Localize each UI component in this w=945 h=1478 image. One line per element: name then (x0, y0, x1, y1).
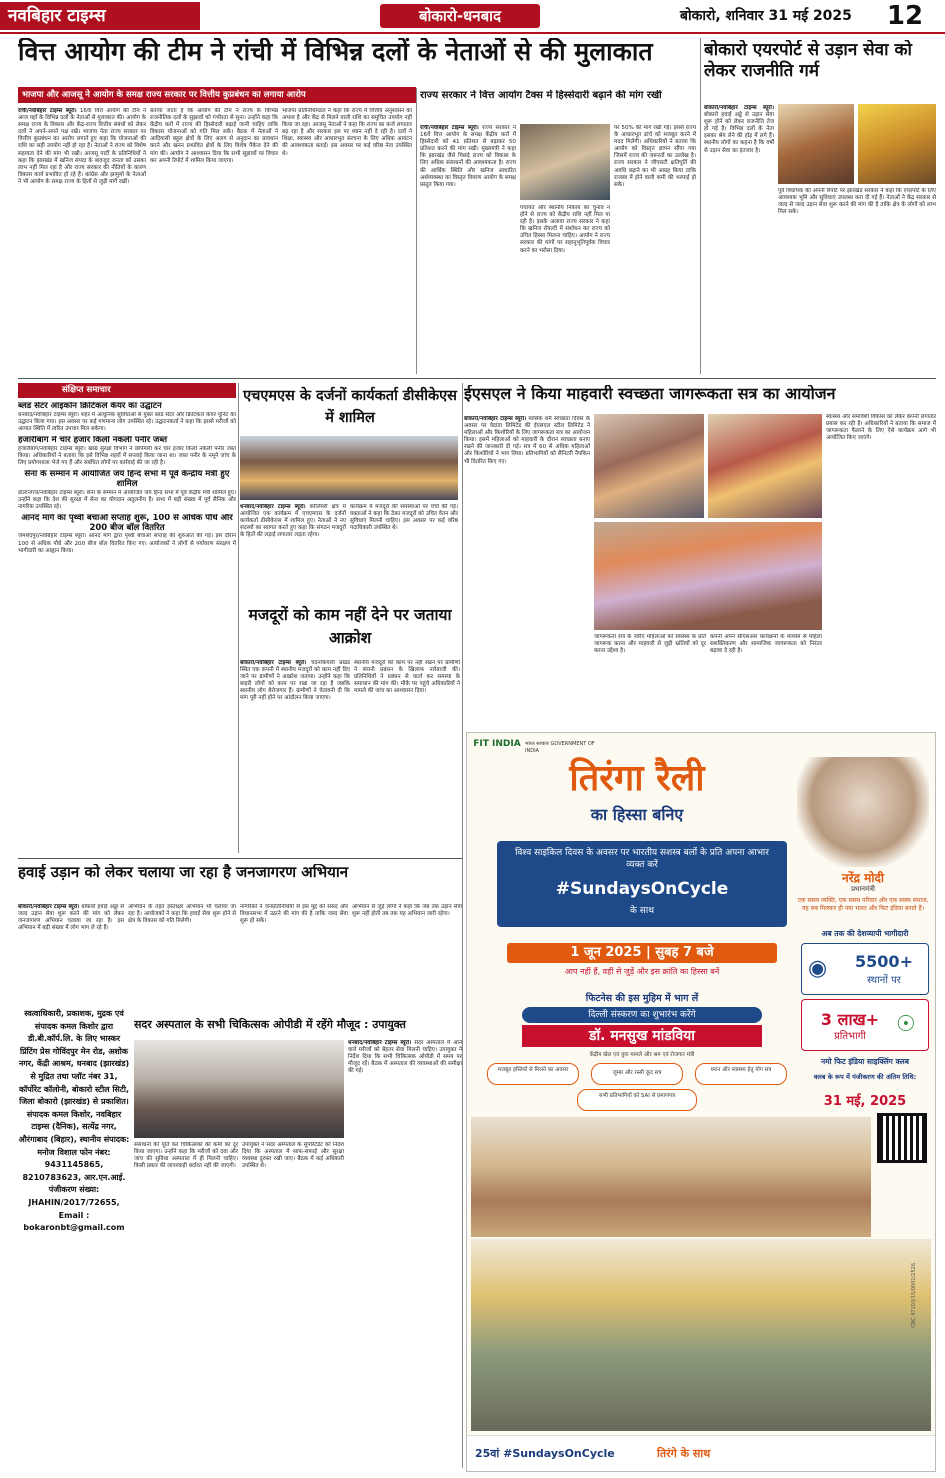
story5-headline: ईएसएल ने किया माहवारी स्वच्छता जागरूकता सत्र का आयोजन (464, 385, 836, 403)
paper-name: नवबिहार टाइम्स (0, 2, 200, 30)
minister-name: डॉ. मनसुख मांडविया (522, 1025, 762, 1047)
story2-headline: राज्य सरकार ने वित्त आयोग टैक्स में हिस्सेदारी बढ़ाने की मांग रखी (420, 90, 662, 101)
story6-col1: बोकारो/नवबिहार टाइम्स ब्यूरो। चंदनकियारी प्रखंड स्थित एक कंपनी में स्थानीय मजदूरों को काम नहीं दिए जाने पर ग्रामीणों ने आक्रोश जताया। उन्होंने कहा कि बाहरी लोगों को काम पर रखा जा रहा है जबकि स्थानीय लोग बेरोजगार हैं। ग्रामीणों ने चेतावनी दी कि मांग पूरी नहीं होने पर आंदोलन किया जाएगा। (240, 660, 350, 702)
stats-label: अब तक की देशव्यापी भागीदारी (821, 929, 909, 938)
brief-4-headline: आनंद मार्ग का पृथ्वी बचाओ सप्ताह शुरू, 100 से अधिक पौधे और 200 बीज बॉल वितरित (21, 513, 233, 533)
story8-col1: धनबाद/नवबिहार टाइम्स ब्यूरो। सदर अस्पताल में आने वाले मरीजों को बेहतर सेवा मिलनी चाहिए। उपायुक्त ने निर्देश दिया कि सभी चिकित्सक ओपीडी में समय पर मौजूद रहें। बैठक में अस्पताल की व्यवस्थाओं की समीक्षा की गई। (348, 1040, 462, 1075)
story8-col3: उपायुक्त ने सदर अस्पताल के सुपरिटेंडेंट को निर्देश दिया कि अस्पताल में साफ-सफाई और सुरक्षा व्यवस्था दुरुस्त रखी जाए। बैठक में कई अधिकारी उपस्थित थे। (242, 1142, 344, 1170)
story7-col1: बोकारो/नवबिहार टाइम्स ब्यूरो। बोकारो हवाई अड्डा से जल्द उड़ान सेवा शुरू करने की मांग को लेकर जनजागरण अभियान चलाया जा रहा है। इस अभियान में बड़ी संख्या में लोग भाग ले रहे हैं। (18, 904, 124, 932)
pill-2: जुम्बा और रस्सी कूद सत्र (591, 1063, 683, 1085)
brief-3-headline: सेना के सम्मान में आयोजित जय हिन्द सभा में पूर्व केन्द्रीय मंत्री हुए शामिल (24, 470, 230, 489)
story5-col4: कंपनी अपने सीएसआर कार्यक्रमों के माध्यम से महिला सशक्तिकरण और सामाजिक जागरूकता को निरंतर बढ़ावा दे रही है। (710, 634, 822, 655)
stat2-value: 3 लाख+ (820, 1010, 880, 1029)
story3-photo-2 (858, 104, 936, 184)
masthead-rule (0, 32, 945, 34)
story2-photo (520, 124, 610, 200)
banner-text: विश्व साइकिल दिवस के अवसर पर भारतीय सशस्त्र बलों के प्रति अपना आभार व्यक्त करें (515, 848, 769, 870)
story2-col-right: पर 50% की मांग रखी गई। इससे राज्य के आधारभूत ढांचे को मजबूत करने में मदद मिलेगी। अधिकारियों ने बताया कि आयोग को विस्तृत ज्ञापन सौंपा गया जिसमें राज्य की जरूरतों का उल्लेख है। राज्य सरकार ने जीएसटी क्षतिपूर्ति की अवधि बढ़ाने का भी आग्रह किया ताकि राजस्व में होने वाली कमी की भरपाई हो सके। (614, 125, 696, 188)
banner-box (497, 841, 787, 927)
gov-emblem-label: भारत सरकार GOVERNMENT OF INDIA (525, 741, 595, 754)
story7-headline: हवाई उड़ान को लेकर चलाया जा रहा है जनजागरण अभियान (18, 864, 349, 881)
col-rule-3 (700, 38, 701, 374)
brief-1-text: धनबाद/नवबिहार टाइम्स ब्यूरो। शहर में आधुनिक सुविधाओं से युक्त ब्लड सेंटर और क्रिटिकल केयर यूनिट का उद्घाटन किया गया। इस अवसर पर कई गणमान्य लोग उपस्थित रहे। उद्घाटनकर्ता ने कहा कि इससे मरीजों को आपात स्थिति में त्वरित उपचार मिल सकेगा। (18, 411, 236, 432)
pill-4: सभी प्रतिभागियों को SAI से प्रमाणपत्र (577, 1089, 697, 1111)
story3-headline: बोकारो एयरपोर्ट से उड़ान सेवा को लेकर राजनीति गर्म (704, 40, 912, 81)
story7-col2: अभियान के तहत हस्ताक्षर अभियान भी चलाया जा रहा है। आयोजकों ने कहा कि हवाई सेवा शुरू होने से क्षेत्र के विकास को गति मिलेगी। (128, 904, 236, 925)
story5-photo-1 (594, 414, 704, 518)
event-date: 1 जून 2025 | सुबह 7 बजे (507, 943, 777, 963)
reg-date: 31 मई, 2025 (823, 1094, 907, 1109)
movement-text: फिटनेस की इस मुहिम में भाग लें (585, 993, 699, 1004)
col-rule-4 (416, 88, 417, 374)
story6-col2: स्थानीय मजदूरों को काम पर नहीं रखने पर ग्रामीणों ने कंपनी प्रबंधन के खिलाफ नारेबाजी की। प्रतिनिधियों ने प्रबंधन से वार्ता कर समस्या के समाधान की मांग की। मौके पर पहुंचे अधिकारियों ने मामले की जांच का आश्वासन दिया। (354, 660, 460, 695)
reg-label: क्लब के रूप में पंजीकरण की अंतिम तिथि: (813, 1073, 917, 1081)
divider-mid (18, 858, 462, 859)
cyclists-image (471, 1239, 931, 1431)
banner-hashtag: #SundaysOnCycle (555, 879, 729, 899)
pm-quote: एक स्वस्थ व्यक्ति, एक स्वस्थ परिवार और एक स्वस्थ समाज, यह सब मिलकर ही नया भारत और फिट इंडिया बनाते हैं। (797, 897, 929, 912)
story8-headline: सदर अस्पताल के सभी चिकित्सक ओपीडी में रहेंगे मौजूद : उपायुक्त (134, 1018, 406, 1031)
brief-3-text: डाल्टनगंज/नवबिहार टाइम्स ब्यूरो। सेना के सम्मान में आयोजित जय हिन्द सभा में पूर्व केंद्रीय मंत्री शामिल हुए। उन्होंने कहा कि देश की सुरक्षा में सेना का योगदान अतुलनीय है। सभा में बड़ी संख्या में पूर्व सैनिक और नागरिक उपस्थित रहे। (18, 489, 236, 510)
minister-role: केंद्रीय खेल एवं युवा मामले और श्रम एवं रोजगार मंत्री (589, 1052, 695, 1058)
landmarks-image (471, 1117, 871, 1237)
pill-1: मजबूत हस्तियों से मिलने का अवसर (487, 1063, 579, 1085)
story5-col3: जागरूकता सत्र के जरिए महिलाओं को स्वास्थ्य के प्रति जागरूक करना और माहवारी से जुड़ी भ्रांतियों को दूर करना उद्देश्य है। (594, 634, 706, 655)
page-number: 12 (886, 1, 924, 31)
qr-code (877, 1113, 927, 1163)
advert-code: CBC 47103/15/0001/2526 (911, 1263, 917, 1328)
story1-col2: बताया जाता है कि आयोग की टीम ने राज्य के विभिन्न राजनीतिक दलों के सुझावों को गंभीरता से सुना। उन्होंने कहा कि केंद्रीय करों में राज्य की हिस्सेदारी बढ़ाई जानी चाहिए ताकि विकास योजनाओं को गति मिल सके। बैठक में नेताओं ने आदिवासी बहुल क्षेत्रों के लिए अलग से अनुदान का प्रावधान करने और खनन प्रभावित क्षेत्रों के लिए विशेष पैकेज देने की मांग की। आयोग ने आश्वासन दिया कि सभी सुझावों पर विचार कर अपनी रिपोर्ट में शामिल किया जाएगा। (150, 108, 278, 164)
story2-col-left: रांची/नवबिहार टाइम्स ब्यूरो। राज्य सरकार ने 16वें वित्त आयोग के समक्ष केंद्रीय करों में हिस्सेदारी को 41 प्रतिशत से बढ़ाकर 50 प्रतिशत करने की मांग रखी। मुख्यमंत्री ने कहा कि झारखंड जैसे पिछड़े राज्य को विकास के लिए अधिक संसाधनों की आवश्यकता है। राज्य की आर्थिक स्थिति और खनिज आधारित अर्थव्यवस्था का विस्तृत विवरण आयोग के समक्ष प्रस्तुत किया गया। (420, 125, 516, 188)
join-text: आप नहीं हैं, वहीं से जुड़ें और इस क्रांति का हिस्सा बनें (564, 967, 720, 976)
col-rule-1 (238, 383, 239, 853)
banner-with: के साथ (630, 906, 654, 916)
pill-3: ध्यान और स्वास्थ्य हेतु योग सत्र (695, 1063, 787, 1085)
pm-role: प्रधानमंत्री (851, 885, 875, 893)
story3-photo-1 (778, 104, 854, 184)
imprint: स्वत्वाधिकारी, प्रकाशक, मुद्रक एवं संपादक कमल किशोर द्वारा डी.बी.कॉर्प.लि. के लिए भास्कर प्रिंटिंग प्रेस गोविंदपुर मेन रोड, अशोक नगर, केंद्री आश्रम, धनबाद (झारखंड) से मुद्रित तथा प्लॉट नंबर 31, कॉर्पोरेट कॉलोनी, बोकारो स्टील सिटी, जिला बोकारो (झारखंड) से प्रकाशित। संपादक कमल किशोर, नवबिहार टाइम्स (दैनिक), सत्येंद्र नगर, औरंगाबाद (बिहार), स्थानीय संपादक: मनोज विशाल फोन नंबर: 9431145865, 8210783623, आर.एन.आई. पंजीकरण संख्या: JHAHIN/2017/72655, Email : bokaronbt@gmail.com (18, 1009, 130, 1233)
stat1-label: स्थानों पर (867, 975, 901, 986)
story5-photo-2 (708, 414, 822, 518)
stat1-value: 5500+ (855, 952, 913, 971)
launch-text: दिल्ली संस्करण का शुभारंभ करेंगे (522, 1007, 762, 1023)
club-name: नमो फिट इंडिया साइक्लिंग क्लब (821, 1057, 909, 1066)
story4-photo (240, 436, 458, 500)
story7-col4: अभियान से जुड़े लोगों ने कहा कि जब तक उड़ान सेवा शुरू नहीं होती तब तक यह अभियान जारी रहेगा। (352, 904, 462, 918)
divider-top (18, 378, 936, 379)
location-pin-icon: ◉ (808, 956, 828, 981)
story5-photo-3 (594, 522, 822, 630)
story1-headline: वित्त आयोग की टीम ने रांची में विभिन्न दलों के नेताओं से की मुलाकात (18, 38, 653, 66)
story5-col1: बोकारो/नवबिहार टाइम्स ब्यूरो। मासिक धर्म स्वच्छता दिवस के अवसर पर वेदांता लिमिटेड की ईएसएल स्टील लिमिटेड ने महिलाओं और किशोरियों के लिए जागरूकता सत्र का आयोजन किया। इसमें महिलाओं को माहवारी के दौरान स्वच्छता बनाए रखने की जानकारी दी गई। सत्र में 60 से अधिक महिलाओं और किशोरियों ने भाग लिया। प्रतिभागियों को सैनिटरी नैपकिन भी वितरित किए गए। (464, 416, 590, 465)
story4-col1: धनबाद/नवबिहार टाइम्स ब्यूरो। कोलियरी क्षेत्र में आयोजित एक कार्यक्रम में एचएमएस के दर्जनों कार्यकर्ता डीसीकेएस में शामिल हुए। नेताओं ने नए सदस्यों का स्वागत करते हुए कहा कि संगठन मजदूरों के हितों की लड़ाई लगातार लड़ता रहेगा। (240, 504, 346, 539)
story3-col2: पूर्व विधायक की अपनी रिपोर्ट पर झारखंड सरकार ने कहा कि एयरपोर्ट के लिए आवश्यक भूमि और सुविधाएं उपलब्ध करा दी गई हैं। नेताओं ने केंद्र सरकार से जल्द से जल्द उड़ान सेवा शुरू करने की मांग की है ताकि क्षेत्र के लोगों को लाभ मिल सके। (778, 188, 936, 216)
masthead (0, 0, 945, 33)
brief-1-headline: ब्लड सेंटर आइकॉन क्रिटिकल केयर का उद्घाटन (18, 402, 162, 411)
story6-headline: मजदूरों को काम नहीं देने पर जताया आक्रोश (248, 606, 452, 647)
col-rule-2 (462, 383, 463, 1468)
edition-name: बोकारो-धनबाद (380, 4, 540, 28)
brief-2-headline: हजारीबाग में चार हजार किलो नकली पनीर जब्त (18, 436, 168, 446)
stat-participants (801, 999, 929, 1051)
brief-4-text: जमशेदपुर/नवबिहार टाइम्स ब्यूरो। आनंद मार्ग द्वारा पृथ्वी बचाओ सप्ताह की शुरुआत की गई। इस दौरान 100 से अधिक पौधे और 200 बीज बॉल वितरित किए गए। आयोजकों ने लोगों से पर्यावरण संरक्षण में भागीदारी का आह्वान किया। (18, 533, 236, 554)
story1-col1: रांची/नवबिहार टाइम्स ब्यूरो। 16वां वित्त आयोग की टीम ने आज यहाँ के विभिन्न दलों के नेताओं से मुलाकात की। आयोग के समक्ष राज्य के विकास और केंद्र-राज्य वित्तीय संबंधों को लेकर दलों ने अपने-अपने पक्ष रखे। भाजपा नेता राज्य सरकार पर वित्तीय कुप्रबंधन का आरोप लगाते हुए कहा कि योजनाओं की राशि का सही उपयोग नहीं हो रहा है। नेताओं ने राज्य को विशेष सहायता देने की मांग भी रखी। आजसू पार्टी के प्रतिनिधियों ने कहा कि झारखंड में खनिज संपदा के बावजूद जनता को उसका लाभ नहीं मिल रहा है और राज्य सरकार की नीतियों के कारण विकास कार्य प्रभावित हो रहे हैं। कांग्रेस और झामुमो के नेताओं ने भी आयोग के समक्ष राज्य के हितों से जुड़ी मांगें रखीं। (18, 108, 146, 185)
story4-col2: कार्यक्रम में मजदूरों की समस्याओं पर चर्चा की गई। वक्ताओं ने कहा कि ठेका मजदूरों को उचित वेतन और सुविधाएं मिलनी चाहिए। इस अवसर पर कई वरिष्ठ पदाधिकारी उपस्थित थे। (350, 504, 458, 532)
cyclist-icon: ☉ (896, 1012, 916, 1037)
story1-strap: भाजपा और आजसू ने आयोग के समक्ष राज्य सरकार पर वित्तीय कुप्रबंधन का लगाया आरोप (18, 87, 416, 103)
story4-headline: एचएमएस के दर्जनों कार्यकर्ता डीसीकेएस में शामिल (243, 388, 457, 426)
pm-photo (797, 757, 929, 867)
story5-col2: स्वास्थ्य और समावेशी विकास को लेकर कंपनी लगातार प्रयास कर रही है। अधिकारियों ने बताया कि समाज में जागरूकता फैलाने के लिए ऐसे कार्यक्रम आगे भी आयोजित किए जाएंगे। (826, 414, 936, 442)
brief-column (18, 402, 236, 594)
fit-india-advert (466, 732, 936, 1472)
footer-hashtag: 25वां #SundaysOnCycle (475, 1447, 615, 1460)
story2-col-mid: पंचायत और स्थानीय निकाय का चुनाव न होने से राज्य को केंद्रीय राशि नहीं मिल पा रही है। इसके अलावा राज्य सरकार ने कहा कि खनिज रॉयल्टी में संशोधन कर राज्य को उचित हिस्सा मिलना चाहिए। आयोग ने राज्य सरकार की मांगों पर सहानुभूतिपूर्वक विचार करने का भरोसा दिया। (520, 205, 610, 254)
story1-col3: भाजपा प्रतिनिधिमंडल ने कहा कि राज्य में वित्तीय अनुशासन का अभाव है और केंद्र से मिलने वाली राशि का समुचित उपयोग नहीं किया जा रहा। आजसू नेताओं ने कहा कि राज्य का कर्ज लगातार बढ़ रहा है और सरकार इस पर ध्यान नहीं दे रही है। दलों ने शिक्षा, स्वास्थ्य और आधारभूत संरचना के लिए अधिक आवंटन की आवश्यकता बताई। इस अवसर पर कई वरिष्ठ नेता उपस्थित थे। (282, 108, 412, 157)
story8-photo (134, 1040, 344, 1138)
footer-with: तिरंगे के साथ (657, 1447, 711, 1460)
story7-col3: नागरिकों ने जनप्रतिनिधियों से इस मुद्दे को संसद और विधानसभा में उठाने की मांग की है ताकि जल्द सेवा शुरू हो सके। (240, 904, 348, 925)
stat-locations (801, 943, 929, 995)
stat2-label: प्रतिभागी (834, 1031, 866, 1042)
dateline: बोकारो, शनिवार 31 मई 2025 (680, 8, 852, 24)
fit-india-logo: FIT INDIA (473, 739, 521, 749)
advert-title: तिरंगा रैली (569, 758, 705, 799)
brief-label-bar: संक्षिप्त समाचार (18, 383, 236, 398)
pm-name: नरेंद्र मोदी (842, 871, 884, 885)
story3-col1: बोकारो/नवबिहार टाइम्स ब्यूरो। बोकारो हवाई अड्डे से उड़ान सेवा शुरू होने को लेकर राजनीति तेज हो गई है। विभिन्न दलों के नेता इसका श्रेय लेने की होड़ में लगे हैं। स्थानीय लोगों का कहना है कि वर्षों से उड़ान सेवा का इंतजार है। (704, 105, 774, 154)
footer-bar (467, 1435, 936, 1472)
brief-2-text: हजारीबाग/नवबिहार टाइम्स ब्यूरो। खाद्य सुरक्षा विभाग ने छापेमारी कर चार हजार किलो नकली पनीर जब्त किया। अधिकारियों ने बताया कि इसे विभिन्न शहरों में सप्लाई किया जाना था। जब्त पनीर के नमूने जांच के लिए प्रयोगशाला भेजे गए हैं और संबंधित लोगों पर कार्रवाई की जा रही है। (18, 445, 236, 466)
story8-col2: संसाधनों की पूर्ति कर चिकित्सकों की कमी को दूर किया जाएगा। उन्होंने कहा कि मरीजों को दवा और जांच की सुविधा अस्पताल में ही मिलनी चाहिए। किसी प्रकार की लापरवाही बर्दाश्त नहीं की जाएगी। (134, 1142, 238, 1170)
advert-subtitle: का हिस्सा बनिए (590, 805, 684, 824)
